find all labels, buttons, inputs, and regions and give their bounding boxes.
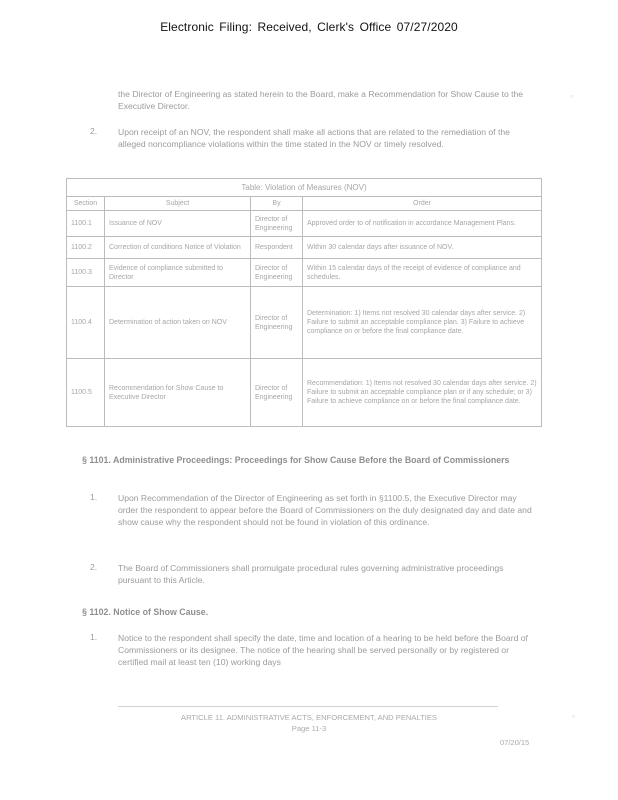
table-row [67, 211, 542, 237]
table-row [67, 259, 542, 287]
table-cell-subject: Issuance of NOV [105, 211, 251, 237]
table-row [67, 359, 542, 427]
electronic-filing-header: Electronic Filing: Received, Clerk's Office 07/27/2020 [160, 20, 458, 34]
section-1101-paragraph-2: The Board of Commissioners shall promulgate procedural rules governing administrative proceedings pursuant to this Article. [118, 563, 504, 585]
section-1102-paragraph-1-number: 1. [90, 632, 98, 642]
table-cell-section: 1100.3 [67, 259, 105, 287]
table-cell-by: Director of Engineering [251, 287, 303, 359]
footer-article-title: ARTICLE 11. ADMINISTRATIVE ACTS, ENFORCEMENT, AND PENALTIES [181, 713, 437, 722]
page-footer [0, 712, 618, 734]
section-1101-title: § 1101. Administrative Proceedings: Proceedings for Show Cause Before the Board of Commissioners [82, 455, 510, 465]
section-1102-paragraph-1: Notice to the respondent shall specify the date, time and location of a hearing to be held before the Board of Commissioners or its designee. The notice of the hearing shall be served personally or by registered or certified mail at least ten (10) working days [118, 633, 528, 667]
intro-paragraph-2-number: 2. [90, 126, 98, 136]
table-title: Table: Violation of Measures (NOV) [67, 179, 542, 197]
margin-mark: ▫ [572, 712, 575, 721]
table-row [67, 237, 542, 259]
table-cell-order: Recommendation: 1) Items not resolved 30 calendar days after service. 2) Failure to submit an acceptable compliance plan or if any schedule; or 3) Failure to achieve compliance on or before the final compliance date. [303, 359, 542, 427]
table-cell-order: Determination: 1) Items not resolved 30 calendar days after service. 2) Failure to submit an acceptable compliance plan. 3) Failure to achieve compliance on or before the final compliance date. [303, 287, 542, 359]
table-cell-by: Director of Engineering [251, 359, 303, 427]
footer-page-number: Page 11-3 [291, 724, 327, 733]
table-header-order: Order [303, 197, 542, 211]
footer-rule [118, 706, 498, 707]
table-cell-order: Approved order to of notification in accordance Management Plans. [303, 211, 542, 237]
intro-paragraph-2: Upon receipt of an NOV, the respondent shall make all actions that are related to the remediation of the alleged noncompliance violations within the time stated in the NOV or timely resolved. [118, 127, 510, 149]
section-1101-paragraph-2-number: 2. [90, 562, 98, 572]
intro-paragraph-1: the Director of Engineering as stated herein to the Board, make a Recommendation for Show Cause to the Executive Director. [118, 89, 524, 111]
table-cell-section: 1100.4 [67, 287, 105, 359]
table-cell-subject: Evidence of compliance submitted to Director [105, 259, 251, 287]
section-1101-paragraph-1: Upon Recommendation of the Director of Engineering as set forth in §1100.5, the Executive Director may order the respondent to appear before the Board of Commissioners on the duly designated day and date and show cause why the respondent should not be found in violation of this ordinance. [118, 493, 532, 527]
table-cell-section: 1100.2 [67, 237, 105, 259]
table-cell-subject: Determination of action taken on NOV [105, 287, 251, 359]
table-cell-order: Within 30 calendar days after issuance of NOV. [303, 237, 542, 259]
table-cell-section: 1100.1 [67, 211, 105, 237]
footer-date: 07/20/15 [500, 738, 530, 747]
table-cell-by: Director of Engineering [251, 259, 303, 287]
table-header-by: By [251, 197, 303, 211]
section-1101-paragraph-1-number: 1. [90, 492, 98, 502]
table-header-section: Section [67, 197, 105, 211]
table-cell-section: 1100.5 [67, 359, 105, 427]
table-cell-order: Within 15 calendar days of the receipt of evidence of compliance and schedules. [303, 259, 542, 287]
table-cell-subject: Recommendation for Show Cause to Executive Director [105, 359, 251, 427]
table-row [67, 287, 542, 359]
table-header-subject: Subject [105, 197, 251, 211]
table-cell-by: Director of Engineering [251, 211, 303, 237]
table-cell-by: Respondent [251, 237, 303, 259]
table-cell-subject: Correction of conditions Notice of Violation [105, 237, 251, 259]
violation-measures-table [66, 178, 542, 427]
section-1102-title: § 1102. Notice of Show Cause. [82, 607, 209, 617]
margin-mark: ▫ [570, 92, 573, 101]
